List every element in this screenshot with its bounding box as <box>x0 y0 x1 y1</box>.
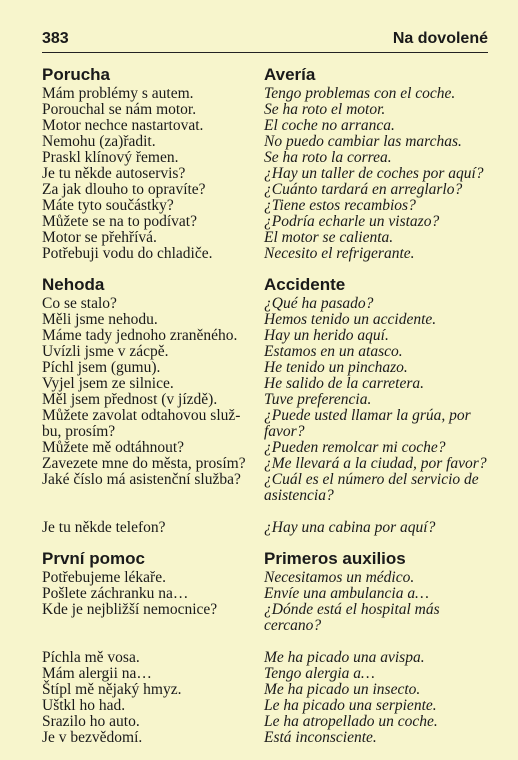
spanish-phrase: cercano? <box>264 617 322 634</box>
phrase-row <box>42 520 488 536</box>
spanish-phrase: Tengo problemas con el coche. <box>264 85 456 102</box>
phrase-row <box>42 650 488 666</box>
spanish-phrase: Le ha picado una serpiente. <box>264 697 437 714</box>
spanish-phrase: Hemos tenido un accidente. <box>264 311 437 328</box>
czech-phrase: Můžete mě odtáhnout? <box>42 439 185 456</box>
spanish-phrase: Envíe una ambulancia a… <box>264 585 429 602</box>
phrase-row <box>42 182 488 198</box>
section-heading-czech: První pomoc <box>42 549 145 568</box>
czech-phrase: Srazilo ho auto. <box>42 713 140 730</box>
spanish-phrase: El motor se calienta. <box>264 229 394 246</box>
spanish-phrase: Tengo alergia a… <box>264 665 375 682</box>
phrase-row <box>42 456 488 472</box>
czech-phrase: Nemohu (za)řadit. <box>42 133 156 150</box>
phrase-row <box>42 86 488 102</box>
header-divider <box>42 52 488 53</box>
section-heading-spanish: Primeros auxilios <box>264 549 406 568</box>
czech-phrase: Vyjel jsem ze silnice. <box>42 375 174 392</box>
phrase-row <box>42 440 488 456</box>
section-heading-spanish: Avería <box>264 65 316 84</box>
czech-phrase: Praskl klínový řemen. <box>42 149 179 166</box>
spanish-phrase: El coche no arranca. <box>264 117 395 134</box>
czech-phrase: Pošlete záchranku na… <box>42 585 189 602</box>
phrase-row <box>42 488 488 504</box>
czech-phrase: Máte tyto součástky? <box>42 197 174 214</box>
phrase-row <box>42 730 488 746</box>
phrase-row <box>42 472 488 488</box>
czech-phrase: Je tu někde telefon? <box>42 519 166 536</box>
czech-phrase: Za jak dlouho to opravíte? <box>42 181 206 198</box>
spacer <box>42 634 488 650</box>
section-heading-czech: Porucha <box>42 65 111 84</box>
czech-phrase: Máme tady jednoho zraněného. <box>42 327 238 344</box>
phrase-row <box>42 246 488 262</box>
czech-phrase: Mám alergii na… <box>42 665 152 682</box>
phrase-section <box>42 66 488 262</box>
phrase-row <box>42 312 488 328</box>
phrase-row <box>42 376 488 392</box>
czech-phrase: Měl jsem přednost (v jízdě). <box>42 391 218 408</box>
spanish-phrase: favor? <box>264 423 305 440</box>
phrase-row <box>42 134 488 150</box>
phrase-row <box>42 602 488 618</box>
phrase-row <box>42 408 488 424</box>
czech-phrase: Motor nechce nastartovat. <box>42 117 204 134</box>
czech-phrase <box>42 488 264 504</box>
spanish-phrase: Estamos en un atasco. <box>264 343 403 360</box>
section-heading-czech: Nehoda <box>42 275 105 294</box>
czech-phrase: Mám problémy s autem. <box>42 85 194 102</box>
czech-phrase: Porouchal se nám motor. <box>42 101 197 118</box>
phrase-row <box>42 682 488 698</box>
phrase-row <box>42 150 488 166</box>
czech-phrase: Píchl jsem (gumu). <box>42 359 161 376</box>
phrase-row <box>42 230 488 246</box>
spanish-phrase: asistencia? <box>264 487 334 504</box>
spanish-phrase: Me ha picado un insecto. <box>264 681 421 698</box>
spanish-phrase: ¿Pueden remolcar mi coche? <box>264 439 446 456</box>
phrase-section <box>42 276 488 536</box>
spanish-phrase: ¿Cuál es el número del servicio de <box>264 471 479 488</box>
spanish-phrase: Hay un herido aquí. <box>264 327 389 344</box>
spacer <box>42 504 488 520</box>
phrase-row <box>42 328 488 344</box>
section-heading <box>42 276 488 294</box>
phrase-row <box>42 586 488 602</box>
section-heading-spanish: Accidente <box>264 275 346 294</box>
spanish-phrase: Se ha roto el motor. <box>264 101 386 118</box>
spanish-phrase: ¿Qué ha pasado? <box>264 295 374 312</box>
chapter-title: Na dovolené <box>392 30 488 47</box>
phrase-row <box>42 166 488 182</box>
phrase-row <box>42 198 488 214</box>
page-header <box>42 26 488 48</box>
czech-phrase <box>42 618 264 634</box>
czech-phrase: Měli jsme nehodu. <box>42 311 158 328</box>
phrase-row <box>42 296 488 312</box>
spanish-phrase: ¿Tiene estos recambios? <box>264 197 416 214</box>
spanish-phrase: Está inconsciente. <box>264 729 377 746</box>
czech-phrase: Štípl mě nějaký hmyz. <box>42 681 182 698</box>
phrase-row <box>42 344 488 360</box>
phrase-section <box>42 550 488 746</box>
czech-phrase: Můžete zavolat odtahovou služ- <box>42 407 241 424</box>
spanish-phrase: Necesito el refrigerante. <box>264 245 415 262</box>
phrase-row <box>42 666 488 682</box>
spanish-phrase: Tuve preferencia. <box>264 391 372 408</box>
phrasebook-content <box>42 66 488 760</box>
czech-phrase: Potřebujeme lékaře. <box>42 569 166 586</box>
spanish-phrase: He salido de la carretera. <box>264 375 424 392</box>
phrase-row <box>42 118 488 134</box>
phrase-row <box>42 102 488 118</box>
spanish-phrase: ¿Hay una cabina por aquí? <box>264 519 436 536</box>
spanish-phrase: Me ha picado una avispa. <box>264 649 425 666</box>
spanish-phrase: ¿Cuánto tardará en arreglarlo? <box>264 181 463 198</box>
phrase-row <box>42 698 488 714</box>
spanish-phrase: Necesitamos un médico. <box>264 569 415 586</box>
phrase-row <box>42 360 488 376</box>
czech-phrase: Co se stalo? <box>42 295 117 312</box>
czech-phrase: Zavezete mne do města, prosím? <box>42 455 246 472</box>
spanish-phrase: ¿Dónde está el hospital más <box>264 601 440 618</box>
section-heading <box>42 66 488 84</box>
spanish-phrase: ¿Puede usted llamar la grúa, por <box>264 407 471 424</box>
phrase-row <box>42 570 488 586</box>
phrase-row <box>42 714 488 730</box>
phrase-row <box>42 392 488 408</box>
czech-phrase: Můžete se na to podívat? <box>42 213 197 230</box>
czech-phrase: Uštkl ho had. <box>42 697 126 714</box>
spanish-phrase: ¿Me llevará a la ciudad, por favor? <box>264 455 487 472</box>
phrase-row <box>42 618 488 634</box>
czech-phrase: Jaké číslo má asistenční služba? <box>42 471 241 488</box>
spanish-phrase: He tenido un pinchazo. <box>264 359 408 376</box>
czech-phrase: Motor se přehřívá. <box>42 229 157 246</box>
czech-phrase: Uvízli jsme v zácpě. <box>42 343 169 360</box>
spanish-phrase: Se ha roto la correa. <box>264 149 392 166</box>
czech-phrase: bu, prosím? <box>42 423 116 440</box>
page-number: 383 <box>42 30 69 47</box>
phrase-row <box>42 424 488 440</box>
spanish-phrase: No puedo cambiar las marchas. <box>264 133 462 150</box>
czech-phrase: Kde je nejbližší nemocnice? <box>42 601 218 618</box>
spanish-phrase: Le ha atropellado un coche. <box>264 713 438 730</box>
section-heading <box>42 550 488 568</box>
czech-phrase: Je v bezvědomí. <box>42 729 143 746</box>
phrase-row <box>42 214 488 230</box>
czech-phrase: Píchla mě vosa. <box>42 649 140 666</box>
spanish-phrase: ¿Hay un taller de coches por aquí? <box>264 165 484 182</box>
spanish-phrase: ¿Podría echarle un vistazo? <box>264 213 440 230</box>
czech-phrase: Potřebuji vodu do chladiče. <box>42 245 213 262</box>
czech-phrase: Je tu někde autoservis? <box>42 165 186 182</box>
